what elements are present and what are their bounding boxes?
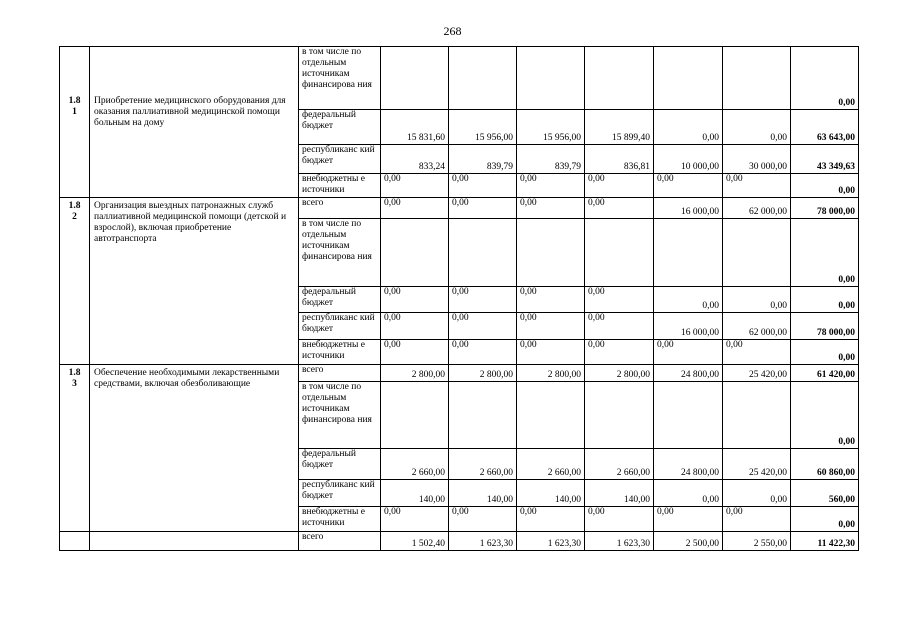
item-code-cell: 1.8 1 [60, 47, 90, 198]
value-cell: 62 000,00 [723, 313, 791, 339]
value-cell: 2 660,00 [517, 449, 585, 480]
value-cell: 2 660,00 [585, 449, 654, 480]
value-cell: 0,00 [517, 198, 585, 219]
total-cell: 0,00 [791, 381, 859, 449]
value-cell: 0,00 [449, 339, 517, 364]
value-cell [517, 47, 585, 110]
source-cell: республиканс кий бюджет [299, 313, 381, 339]
value-cell: 833,24 [381, 145, 449, 174]
value-cell: 2 800,00 [585, 364, 654, 381]
total-cell: 0,00 [791, 173, 859, 197]
value-cell: 16 000,00 [654, 198, 723, 219]
value-cell [723, 47, 791, 110]
source-cell: республиканс кий бюджет [299, 145, 381, 174]
value-cell: 0,00 [381, 173, 449, 197]
source-cell: всего [299, 531, 381, 550]
value-cell: 1 623,30 [585, 531, 654, 550]
value-cell: 0,00 [585, 198, 654, 219]
total-cell: 43 349,63 [791, 145, 859, 174]
value-cell [654, 47, 723, 110]
table-row [60, 364, 859, 381]
value-cell [381, 381, 449, 449]
value-cell: 25 420,00 [723, 449, 791, 480]
total-cell: 63 643,00 [791, 110, 859, 145]
value-cell: 0,00 [449, 173, 517, 197]
total-cell: 0,00 [791, 286, 859, 312]
value-cell: 2 800,00 [381, 364, 449, 381]
value-cell: 24 800,00 [654, 449, 723, 480]
source-cell: внебюджетны е источники [299, 339, 381, 364]
item-code-cell [60, 531, 90, 550]
value-cell: 0,00 [449, 198, 517, 219]
value-cell [654, 219, 723, 287]
value-cell: 0,00 [381, 313, 449, 339]
source-cell: внебюджетны е источники [299, 506, 381, 531]
value-cell: 0,00 [654, 339, 723, 364]
total-cell: 78 000,00 [791, 198, 859, 219]
value-cell: 15 956,00 [449, 110, 517, 145]
total-cell: 61 420,00 [791, 364, 859, 381]
item-code-cell: 1.8 2 [60, 198, 90, 365]
value-cell: 10 000,00 [654, 145, 723, 174]
item-title-cell: Организация выездных патронажных служб паллиативной медицинской помощи (детской и взрослой), включая приобретение автотранспорта [90, 198, 299, 365]
table-row [60, 531, 859, 550]
value-cell: 1 502,40 [381, 531, 449, 550]
value-cell: 0,00 [517, 313, 585, 339]
value-cell: 0,00 [585, 286, 654, 312]
value-cell [654, 381, 723, 449]
value-cell: 25 420,00 [723, 364, 791, 381]
value-cell: 0,00 [381, 506, 449, 531]
total-cell: 0,00 [791, 47, 859, 110]
total-cell: 78 000,00 [791, 313, 859, 339]
source-cell: федеральный бюджет [299, 110, 381, 145]
value-cell: 24 800,00 [654, 364, 723, 381]
value-cell: 0,00 [654, 110, 723, 145]
value-cell: 140,00 [449, 480, 517, 506]
value-cell [517, 381, 585, 449]
value-cell: 839,79 [517, 145, 585, 174]
page-number: 268 [443, 24, 462, 38]
value-cell [449, 47, 517, 110]
value-cell: 140,00 [517, 480, 585, 506]
item-title-cell: Обеспечение необходимыми лекарственными средствами, включая обезболивающие [90, 364, 299, 531]
value-cell [723, 381, 791, 449]
value-cell: 0,00 [585, 173, 654, 197]
value-cell [585, 47, 654, 110]
value-cell: 1 623,30 [517, 531, 585, 550]
source-cell: федеральный бюджет [299, 286, 381, 312]
value-cell [517, 219, 585, 287]
value-cell: 30 000,00 [723, 145, 791, 174]
value-cell [723, 219, 791, 287]
value-cell: 0,00 [381, 339, 449, 364]
source-cell: в том числе по отдельным источникам финансирова ния [299, 47, 381, 110]
total-cell: 560,00 [791, 480, 859, 506]
value-cell: 16 000,00 [654, 313, 723, 339]
value-cell: 0,00 [654, 173, 723, 197]
value-cell: 2 660,00 [381, 449, 449, 480]
value-cell: 0,00 [723, 506, 791, 531]
value-cell: 0,00 [381, 286, 449, 312]
source-cell: федеральный бюджет [299, 449, 381, 480]
total-cell: 0,00 [791, 219, 859, 287]
value-cell: 0,00 [517, 173, 585, 197]
table-row [60, 198, 859, 219]
value-cell: 15 899,40 [585, 110, 654, 145]
item-title-cell [90, 531, 299, 550]
value-cell: 0,00 [517, 286, 585, 312]
value-cell: 2 660,00 [449, 449, 517, 480]
value-cell: 0,00 [585, 313, 654, 339]
value-cell: 2 500,00 [654, 531, 723, 550]
value-cell: 2 800,00 [449, 364, 517, 381]
value-cell: 15 831,60 [381, 110, 449, 145]
value-cell: 0,00 [517, 506, 585, 531]
value-cell: 0,00 [654, 480, 723, 506]
source-cell: внебюджетны е источники [299, 173, 381, 197]
source-cell: всего [299, 364, 381, 381]
value-cell: 0,00 [449, 506, 517, 531]
value-cell: 0,00 [449, 313, 517, 339]
value-cell: 0,00 [723, 480, 791, 506]
value-cell: 62 000,00 [723, 198, 791, 219]
value-cell: 0,00 [723, 110, 791, 145]
value-cell: 0,00 [381, 198, 449, 219]
value-cell: 0,00 [585, 506, 654, 531]
source-cell: всего [299, 198, 381, 219]
total-cell: 60 860,00 [791, 449, 859, 480]
value-cell: 839,79 [449, 145, 517, 174]
source-cell: в том числе по отдельным источникам финансирова ния [299, 381, 381, 449]
value-cell [585, 381, 654, 449]
budget-table [59, 46, 859, 551]
value-cell: 0,00 [723, 173, 791, 197]
value-cell: 0,00 [449, 286, 517, 312]
value-cell [449, 381, 517, 449]
value-cell [449, 219, 517, 287]
value-cell: 0,00 [654, 286, 723, 312]
value-cell: 836,81 [585, 145, 654, 174]
value-cell: 2 800,00 [517, 364, 585, 381]
value-cell [381, 219, 449, 287]
value-cell [381, 47, 449, 110]
value-cell: 140,00 [585, 480, 654, 506]
value-cell: 140,00 [381, 480, 449, 506]
value-cell: 0,00 [585, 339, 654, 364]
total-cell: 11 422,30 [791, 531, 859, 550]
item-code-cell: 1.8 3 [60, 364, 90, 531]
value-cell: 1 623,30 [449, 531, 517, 550]
total-cell: 0,00 [791, 506, 859, 531]
value-cell [585, 219, 654, 287]
source-cell: республиканс кий бюджет [299, 480, 381, 506]
table-body [60, 47, 859, 551]
source-cell: в том числе по отдельным источникам финансирова ния [299, 219, 381, 287]
value-cell: 15 956,00 [517, 110, 585, 145]
value-cell: 0,00 [723, 286, 791, 312]
total-cell: 0,00 [791, 339, 859, 364]
value-cell: 0,00 [654, 506, 723, 531]
value-cell: 0,00 [723, 339, 791, 364]
item-title-cell: Приобретение медицинского оборудования для оказания паллиативной медицинской помощи больным на дому [90, 47, 299, 198]
value-cell: 0,00 [517, 339, 585, 364]
table-row [60, 47, 859, 110]
value-cell: 2 550,00 [723, 531, 791, 550]
